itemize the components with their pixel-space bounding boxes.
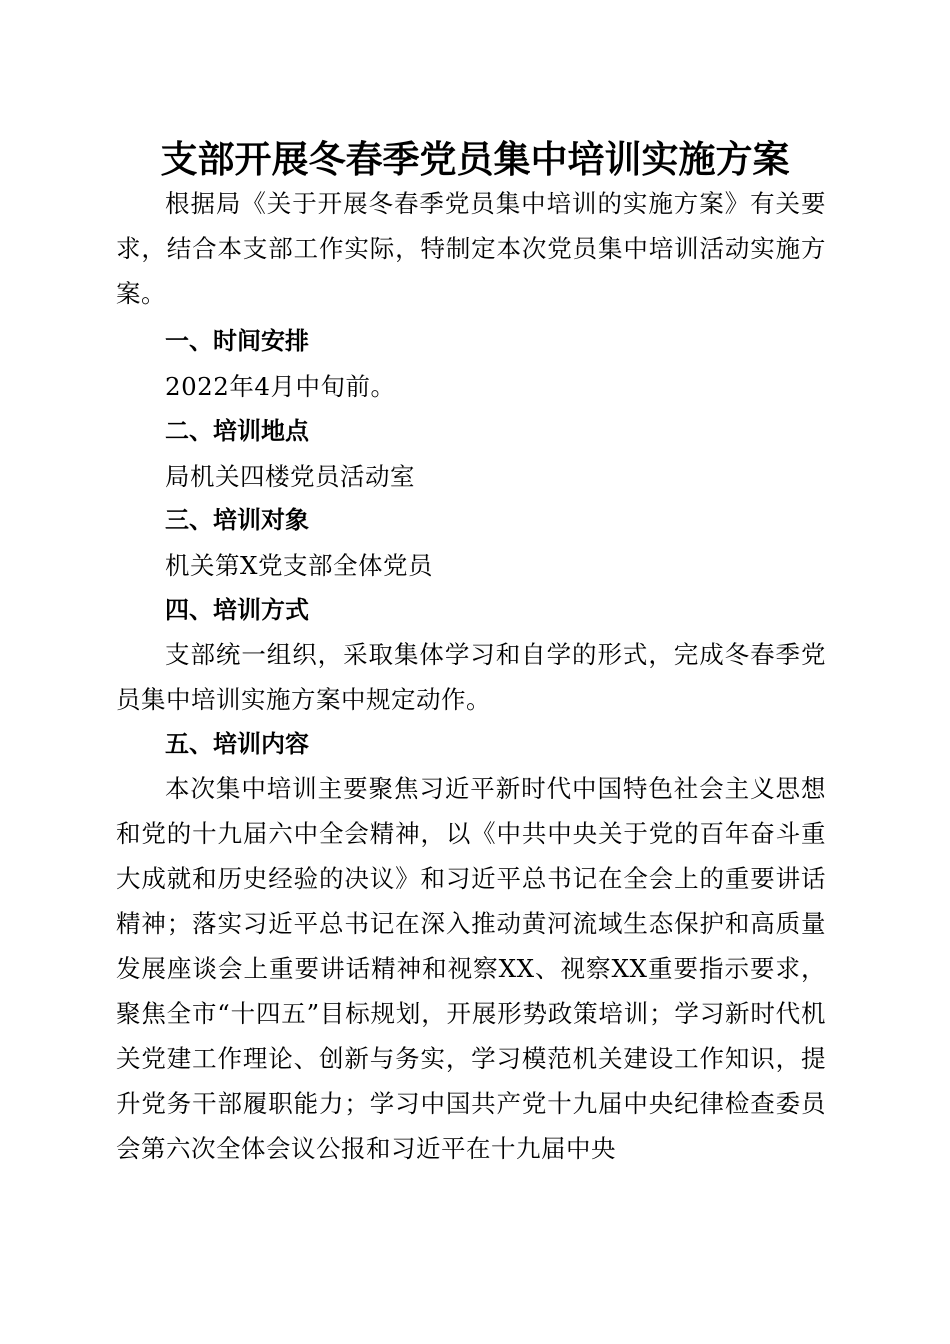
section-heading-location: 二、培训地点 [165,417,309,445]
document-title: 支部开展冬春季党员集中培训实施方案 [160,137,790,181]
section-content-content: 本次集中培训主要聚焦习近平新时代中国特色社会主义思想和党的十九届六中全会精神，以《中共中央关于党的百年奋斗重大成就和历史经验的决议》和习近平总书记在全会上的重要讲话精神；落实习近平总书记在深入推动黄河流域生态保护和高质量发展座谈会上重要讲话精神和视察XX、视察XX重要指示要求，聚焦全市“十四五”目标规划，开展形势政策培训；学习新时代机关党建工作理论、创新与务实，学习模范机关建设工作知识，提升党务干部履职能力；学习中国共产党十九届中央纪律检查委员会第六次全体会议公报和习近平在十九届中央 [116,774,826,1163]
section-heading-audience: 三、培训对象 [165,506,309,534]
intro-paragraph: 根据局《关于开展冬春季党员集中培训的实施方案》有关要求，结合本支部工作实际，特制定本次党员集中培训活动实施方案。 [116,189,826,308]
section-content-audience: 机关第X党支部全体党员 [165,551,433,580]
section-content-time: 2022年4月中旬前。 [165,372,396,401]
section-heading-time: 一、时间安排 [165,327,309,355]
section-heading-content: 五、培训内容 [165,730,309,758]
section-content-location: 局机关四楼党员活动室 [165,462,415,491]
section-content-method: 支部统一组织，采取集体学习和自学的形式，完成冬春季党员集中培训实施方案中规定动作。 [116,640,826,714]
section-heading-method: 四、培训方式 [165,596,309,624]
